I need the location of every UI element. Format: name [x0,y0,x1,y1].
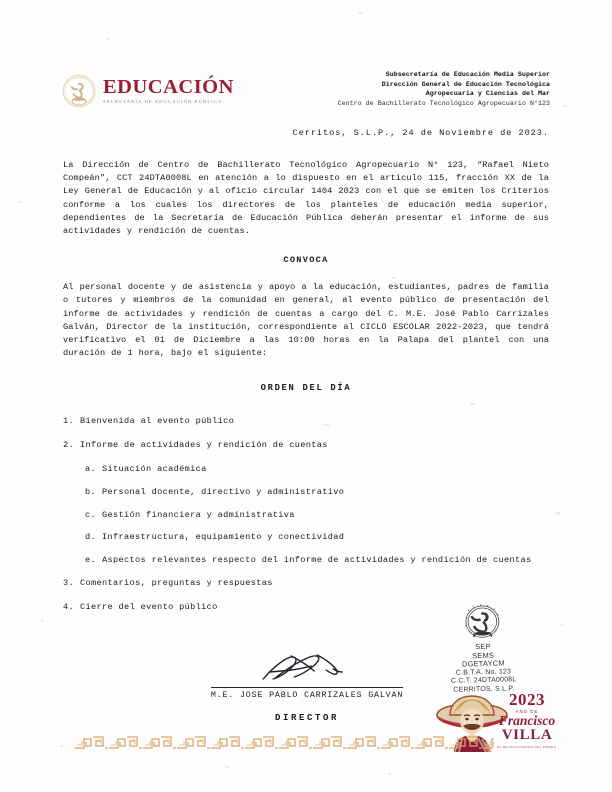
orden-del-dia-heading: ORDEN DEL DÍA [260,383,352,394]
scan-speck [556,512,560,515]
document-body [63,128,549,625]
scan-speck [225,766,229,768]
paragraph-intro: La Dirección de Centro de Bachillerato Tecnológico Agropecuario N° 123, “Rafael Nieto Compeán”, CCT 24DTA0008L en atención a lo dispuesto en el artículo 115, fracción XX de la Ley General de Educación y al oficio circular 1404 2023 con el que se emiten los Criterios conforme a los cuales los directores de los planteles de educación media superior, dependientes de la Secretaría de Educación Pública deberán presentar el informe de sus actividades y rendición de cuentas. [63,160,549,237]
stamp-line-location: CERRITOS, S.L.P. [453,685,515,694]
svg-text:ESTADOS UNIDOS: ESTADOS UNIDOS [71,78,87,80]
villa-year: 2023 [509,690,545,709]
villa-anio-de: AÑO DE [515,709,539,714]
stamp-eagle-icon [460,603,505,644]
plantel-line: Centro de Bachillerato Tecnológico Agropecuario N°123 [337,99,550,107]
dependency-line-3: Agropecuaria y Ciencias del Mar [425,90,550,98]
list-item [63,415,549,428]
list-item-label: Personal docente, directivo y administrativo [102,486,345,497]
stamp-line-cbta: C.B.T.A. No. 123 [455,668,512,677]
list-item [85,531,549,544]
list-item-marker: c. [85,509,97,520]
villa-footer-text: EL REVOLUCIONARIO DEL PUEBLO [497,745,557,749]
list-item-label: Informe de actividades y rendición de cuentas [80,440,328,451]
list-item-label: Situación académica [102,464,207,475]
dependency-line-1: Subsecretaría de Educación Media Superior [385,71,550,78]
list-item-marker: e. [85,555,97,566]
list-item-marker: 2. [63,440,75,451]
villa-first-name: Francisco [498,713,556,728]
list-item-label: Comentarios, preguntas y respuestas [80,578,273,589]
sep-logo-wordmark [103,77,234,105]
villa-last-name: VILLA [501,727,553,743]
scan-speck [60,745,63,747]
official-stamp [423,602,543,696]
list-item-marker: 1. [63,416,75,427]
signature-block [176,650,438,723]
list-item-marker: d. [85,532,97,543]
dependency-header [338,68,550,108]
stamp-line-sep: SEP [475,641,491,652]
list-item [63,439,549,452]
svg-text:MEXICANOS: MEXICANOS [74,105,84,107]
scan-speck [41,620,44,622]
mexican-eagle-emblem-icon [62,74,96,108]
stamp-line-cct: C.C.T. 24DTA0008L [450,676,517,686]
list-item-label: Gestión financiera y administrativa [102,509,295,520]
list-item [85,554,549,567]
convoca-heading: CONVOCA [283,255,329,266]
stamp-line-dgetaycm: DGETAYCM [461,658,505,669]
list-item [85,463,549,476]
scan-speck [563,105,567,107]
sep-logo [62,68,234,108]
handwritten-signature [176,650,438,684]
signature-name: M.E. JOSE PABLO CARRIZALES GALVAN [211,687,403,700]
paragraph-convocatoria: Al personal docente y de asistencia y apoyo a la educación, estudiantes, padres de familia o tutores y miembros de la comunidad en general, al evento público de presentación del informe de actividades y rendición de cuentas a cargo del C. M.E. José Pablo Carrizales Galván, Director de la institución, correspondiente al CICLO ESCOLAR 2022-2023, que tendrá verificativo el 01 de Diciembre a las 10:00 horas en la Palapa del plantel con una duración de 1 hora, bajo el siguiente: [63,282,549,359]
scan-speck [358,12,363,14]
list-item-marker: b. [85,486,97,497]
list-item-marker: 4. [63,601,75,612]
list-item [85,486,549,499]
list-item [63,577,549,590]
list-item-label: Infraestructura, equipamiento y conectividad [102,532,345,543]
list-item-label: Cierre del evento público [80,601,218,612]
document-header [62,68,550,108]
scan-speck [19,201,22,203]
list-item-label: Bienvenida al evento público [80,416,235,427]
list-item-label: Aspectos relevantes respecto del informe de actividades y rendición de cuentas [102,555,532,566]
signature-stroke-icon [247,648,377,684]
list-item-marker: a. [85,464,97,475]
signature-role: DIRECTOR [274,713,339,723]
decorative-footer-band [74,735,494,750]
scan-speck [560,624,564,626]
scan-speck [106,38,109,40]
list-item [85,509,549,522]
logo-title: EDUCACIÓN [103,75,234,98]
scan-speck [388,773,391,775]
stamp-line-sems: SEMS [472,650,495,660]
date-line: Cerritos, S.L.P., 24 de Noviembre de 2023. [292,128,549,138]
villa-wordmark [492,691,562,749]
list-item-marker: 3. [63,578,75,589]
dependency-line-2: Dirección General de Educación Tecnológica [381,80,550,88]
logo-subtitle: SECRETARÍA DE EDUCACIÓN PÚBLICA [103,99,223,105]
agenda-list [63,415,549,613]
